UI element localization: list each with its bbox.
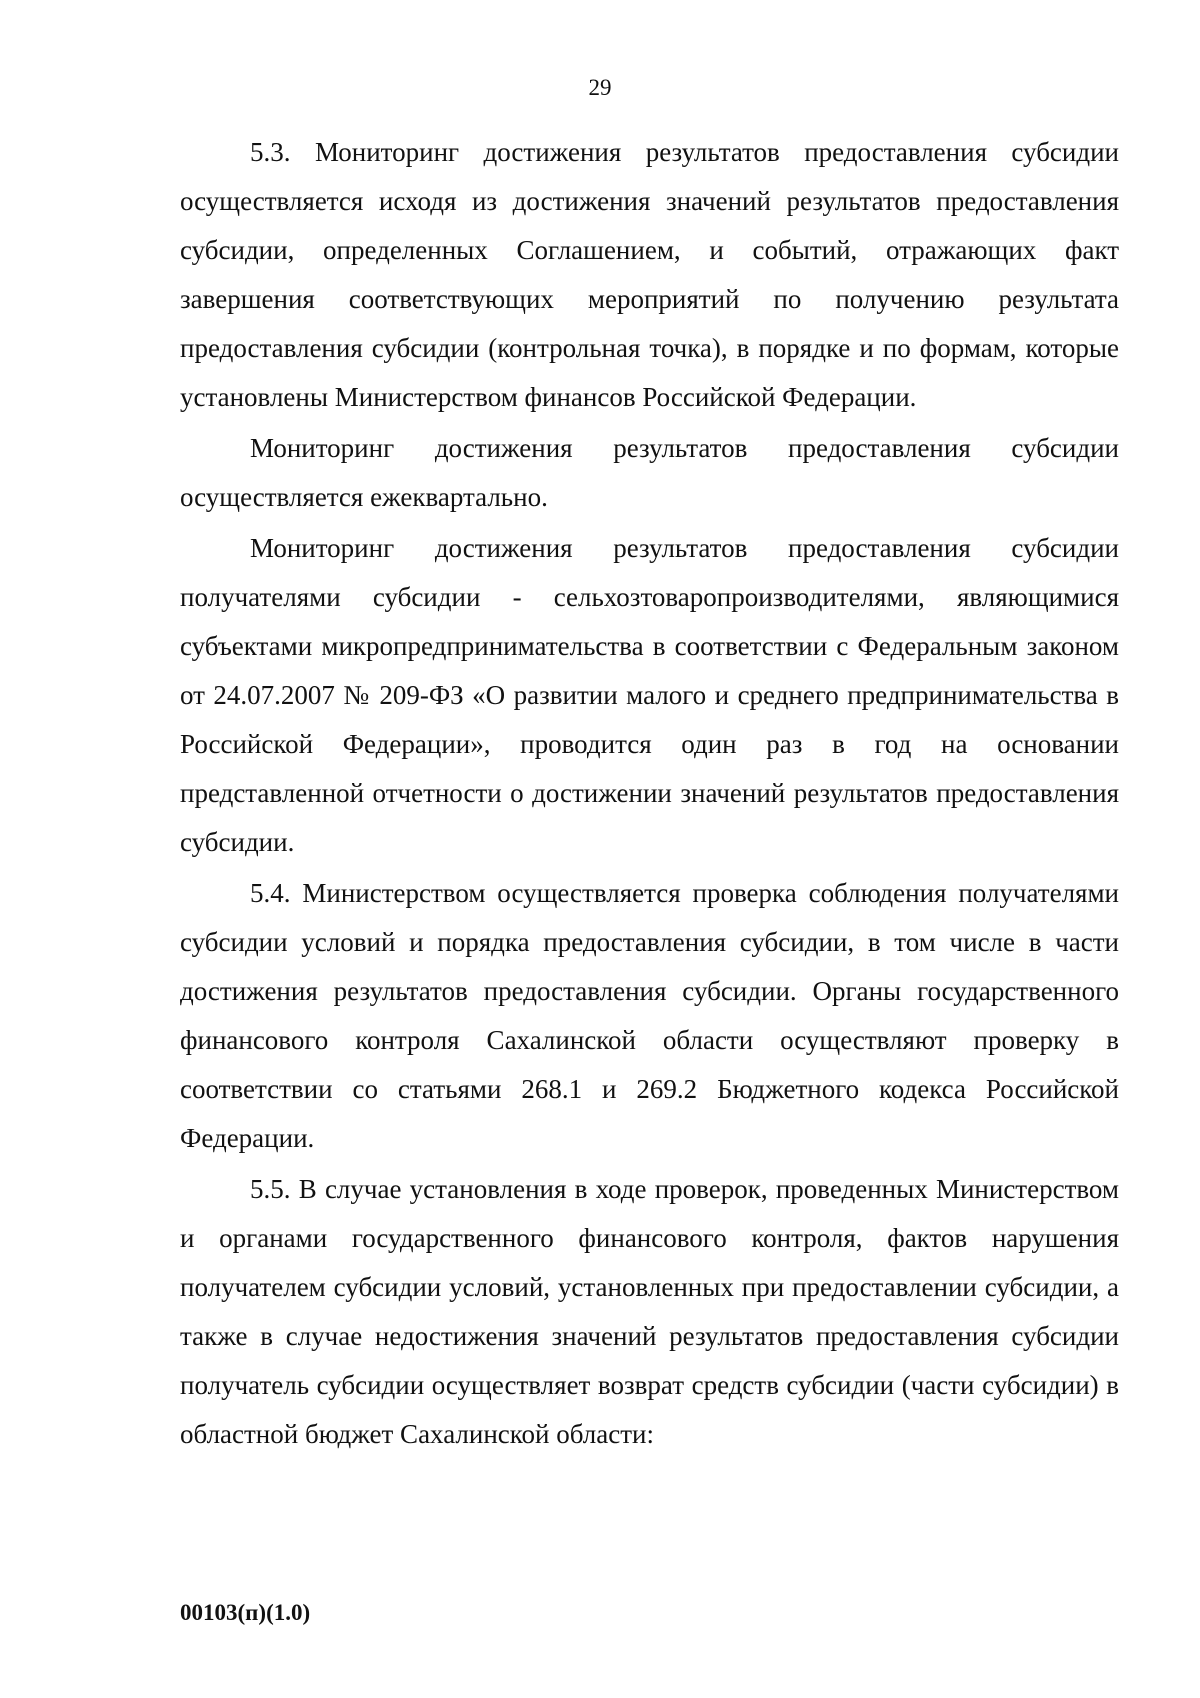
paragraph-5-3: 5.3. Мониторинг достижения результатов предоставления субсидии осуществляется исходя из достижения значений результатов предоставления субсидии, определенных Соглашением, и событий, отражающих факт завершения соответствующих мероприятий по получению результата предоставления субсидии (контрольная точка), в порядке и по формам, которые установлены Министерством финансов Российской Федерации.: [180, 137, 1119, 412]
document-code: 00103(п)(1.0): [180, 1600, 311, 1625]
document-body: [180, 128, 1119, 1459]
page-number: 29: [588, 75, 612, 100]
paragraph-5-4: 5.4. Министерством осуществляется проверка соблюдения получателями субсидии условий и порядка предоставления субсидии, в том числе в части достижения результатов предоставления субсидии. Органы государственного финансового контроля Сахалинской области осуществляют проверку в соответствии со статьями 268.1 и 269.2 Бюджетного кодекса Российской Федерации.: [180, 878, 1119, 1153]
paragraph-5-5: 5.5. В случае установления в ходе проверок, проведенных Министерством и органами государственного финансового контроля, фактов нарушения получателем субсидии условий, установленных при предоставлении субсидии, а также в случае недостижения значений результатов предоставления субсидии получатель субсидии осуществляет возврат средств субсидии (части субсидии) в областной бюджет Сахалинской области:: [180, 1174, 1119, 1449]
paragraph-monitoring-quarterly: Мониторинг достижения результатов предоставления субсидии осуществляется ежеквартально.: [180, 433, 1119, 512]
paragraph-monitoring-micro-enterprises: Мониторинг достижения результатов предоставления субсидии получателями субсидии - сельхозтоваропроизводителями, являющимися субъектами микропредпринимательства в соответствии с Федеральным законом от 24.07.2007 № 209-ФЗ «О развитии малого и среднего предпринимательства в Российской Федерации», проводится один раз в год на основании представленной отчетности о достижении значений результатов предоставления субсидии.: [180, 533, 1119, 857]
